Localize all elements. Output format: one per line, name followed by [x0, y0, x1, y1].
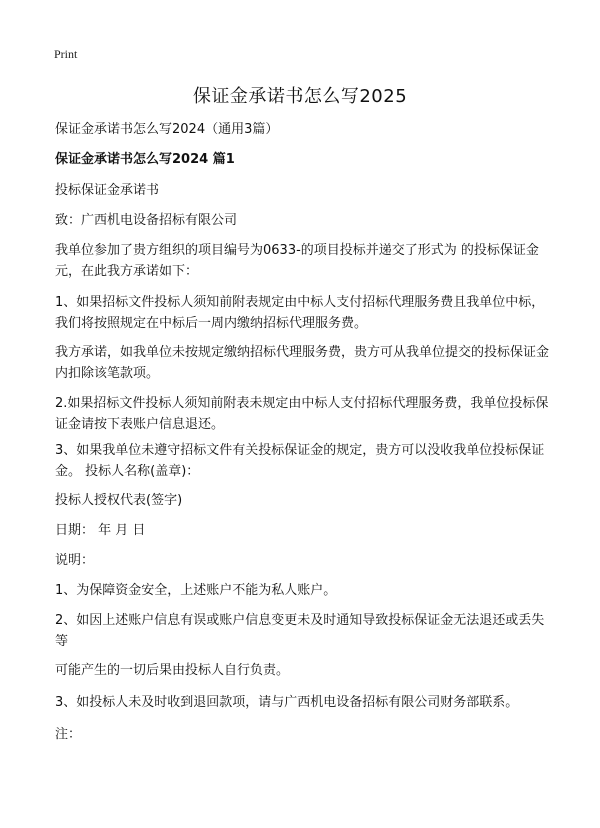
notes-label: 说明： — [55, 553, 95, 568]
note-1: 1、为保障资金安全，上述账户不能为私人账户。 — [55, 583, 337, 598]
intro-paragraph: 我单位参加了贵方组织的项目编号为0633-的项目投标并递交了形式为 的投标保证金 元，在此我方承诺如下： — [55, 243, 539, 279]
representative-signature: 投标人授权代表(签字) — [55, 493, 183, 508]
remark-label: 注： — [55, 727, 82, 742]
section-heading: 保证金承诺书怎么写2024 篇1 — [55, 152, 235, 167]
commitment-item-1: 1、如果招标文件投标人须知前附表规定由中标人支付招标代理服务费且我单位中标，我们将按照规定在中标后一周内缴纳招标代理服务费。 — [55, 295, 545, 331]
commitment-promise: 我方承诺，如我单位未按规定缴纳招标代理服务费，贵方可从我单位提交的投标保证金 内扣除该笔款项。 — [55, 345, 550, 381]
print-label: Print — [54, 47, 78, 61]
commitment-item-2: 2.如果招标文件投标人须知前附表未规定由中标人支付招标代理服务费，我单位投标保 证金请按下表账户信息退还。 — [55, 396, 549, 432]
document-title: 保证金承诺书怎么写2025 — [192, 86, 408, 107]
note-2: 2、如因上述账户信息有误或账户信息变更未及时通知导致投标保证金无法退还或丢失等 — [55, 613, 545, 649]
letter-title: 投标保证金承诺书 — [55, 183, 160, 198]
commitment-item-3: 3、如果我单位未遵守招标文件有关投标保证金的规定，贵方可以没收我单位投标保证金。 投标人名称(盖章)： — [55, 443, 545, 479]
addressee: 致：广西机电设备招标有限公司 — [55, 213, 238, 228]
note-3: 3、如投标人未及时收到退回款项，请与广西机电设备招标有限公司财务部联系。 — [55, 695, 519, 710]
note-2-continued: 可能产生的一切后果由投标人自行负责。 — [55, 663, 290, 678]
document-subtitle: 保证金承诺书怎么写2024（通用3篇） — [55, 122, 279, 137]
date-line: 日期： 年 月 日 — [55, 523, 146, 538]
